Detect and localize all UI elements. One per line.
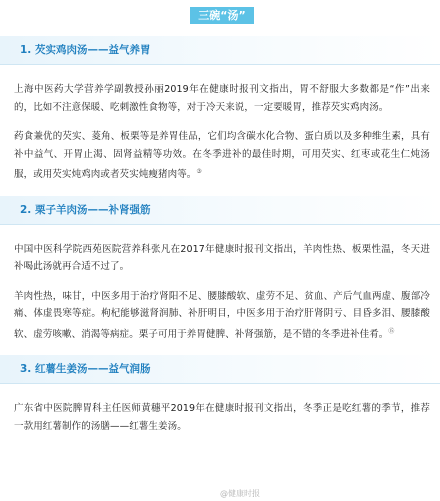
section-2-paragraph-2-text: 羊肉性热，味甘，中医多用于治疗肾阳不足、腰膝酸软、虚劳不足、贫血、产后气血两虚、腹部冷痛、体虚畏寒等症。枸杞能够滋肾润肺、补肝明目，中医多用于治疗肝肾阴亏、目昏多泪、腰膝酸软、虚劳咳嗽、消渴等病症。栗子可用于养胃健脾、补肾强筋，是不错的冬季进补佳肴。 [14,290,430,340]
section-1-paragraph-1: 上海中医药大学营养学副教授孙丽2019年在健康时报刊文指出，胃不舒服大多数都是“作”出来的，比如不注意保暖、吃刺激性食物等，对于冷天来说，一定要暖胃，推荐芡实鸡肉汤。 [14,84,430,113]
reference-mark: ③ [196,168,202,175]
section-heading-3: 3. 红薯生姜汤——益气润肠 [0,355,440,384]
section-3-paragraph-1: 广东省中医院脾胃科主任医师黄穗平2019年在健康时报刊文指出，冬季正是吃红薯的季节，推荐一款用红薯制作的汤膳——红薯生姜汤。 [14,403,430,432]
section-1-paragraph-2-text: 药食兼优的芡实、菱角、板栗等是养胃佳品，它们均含碳水化合物、蛋白质以及多种维生素，具有补中益气、开胃止渴、固肾益精等功效。在冬季进补的最佳时期，可用芡实、红枣或花生仁炖汤服，或用芡实炖鸡肉或者芡实炖瘦猪肉等。 [14,131,430,181]
section-heading-2: 2. 栗子羊肉汤——补肾强筋 [0,196,440,225]
section-2-paragraph-2 [14,288,430,344]
section-1-paragraph-2 [14,128,430,184]
title-bar [14,0,430,24]
watermark: @健康时报 [220,489,260,498]
section-2-paragraph-1: 中国中医科学院西苑医院营养科张凡在2017年健康时报刊文指出，羊肉性热、板栗性温，冬天进补喝此汤就再合适不过了。 [14,243,430,273]
article-title: 三碗“汤” [190,7,253,24]
section-heading-1: 1. 芡实鸡肉汤——益气养胃 [0,36,440,65]
reference-mark: ⑮ [388,327,395,335]
